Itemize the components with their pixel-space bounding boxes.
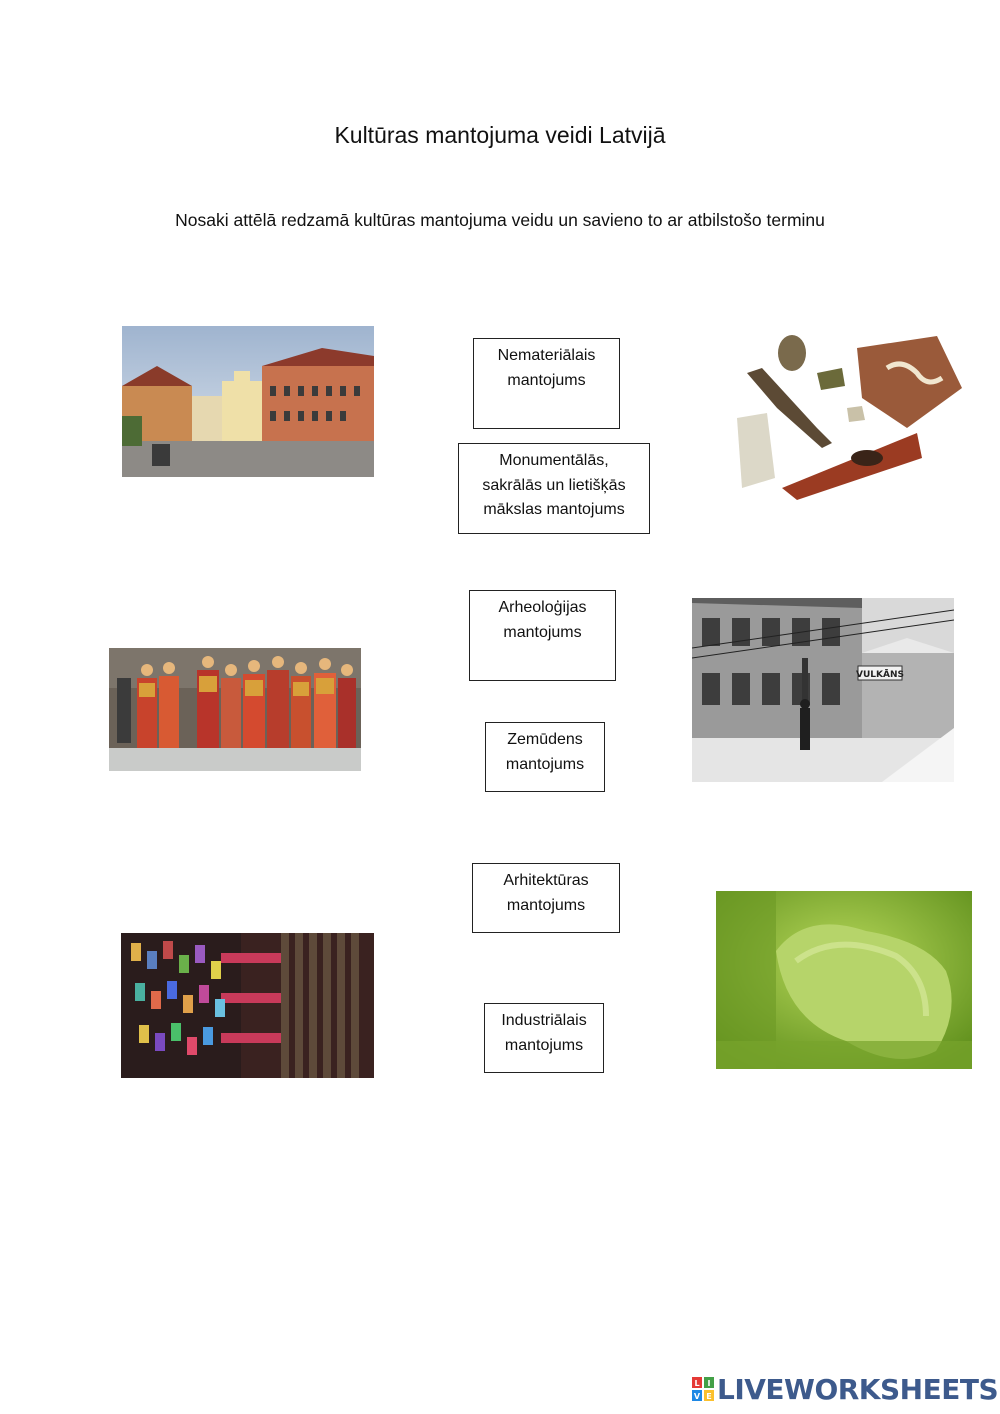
- term-box-archaeology[interactable]: [469, 590, 616, 681]
- term-line: Arheoloģijas: [498, 599, 587, 616]
- logo-text: LIVEWORKSHEETS: [717, 1372, 999, 1406]
- term-line: mantojums: [507, 371, 586, 389]
- term-line: Nemateriālais: [497, 347, 596, 364]
- term-line: sakrālās un lietišķās: [482, 476, 626, 494]
- badge-letter: L: [694, 1379, 700, 1388]
- term-box-underwater[interactable]: [485, 722, 605, 792]
- photo-artifacts[interactable]: [737, 328, 967, 500]
- photo-folk-choir[interactable]: [109, 648, 361, 771]
- term-line: mantojums: [503, 623, 582, 641]
- badge-letter: E: [706, 1392, 712, 1401]
- term-box-intangible[interactable]: [473, 338, 620, 429]
- page-title: Kultūras mantojuma veidi Latvijā: [334, 122, 666, 148]
- instruction-text: Nosaki attēlā redzamā kultūras mantojuma veidu un savieno to ar atbilstošo terminu: [175, 210, 825, 230]
- term-line: mākslas mantojums: [483, 501, 625, 518]
- term-line: mantojums: [504, 1036, 584, 1054]
- badge-letter: V: [693, 1392, 701, 1401]
- liveworksheets-logo: [692, 1374, 998, 1404]
- photo-old-town[interactable]: [122, 326, 374, 477]
- photo-underwater[interactable]: [716, 891, 972, 1069]
- term-line: mantojums: [505, 755, 585, 773]
- term-line: Zemūdens: [507, 731, 583, 748]
- badge-letter: I: [707, 1379, 711, 1388]
- photo-sign-text: VULKĀNS: [856, 670, 904, 680]
- term-line: Monumentālās,: [499, 452, 609, 469]
- term-line: mantojums: [506, 896, 586, 914]
- term-line: Industriālais: [501, 1012, 587, 1029]
- term-line: Arhitektūras: [503, 872, 589, 889]
- term-box-architecture[interactable]: [472, 863, 620, 933]
- term-box-industrial[interactable]: [484, 1003, 604, 1073]
- liveworksheets-badge-icon: [692, 1377, 714, 1401]
- term-box-art[interactable]: [458, 443, 650, 534]
- photo-industrial-building[interactable]: [692, 598, 954, 782]
- photo-textile-exhibit[interactable]: [121, 933, 374, 1078]
